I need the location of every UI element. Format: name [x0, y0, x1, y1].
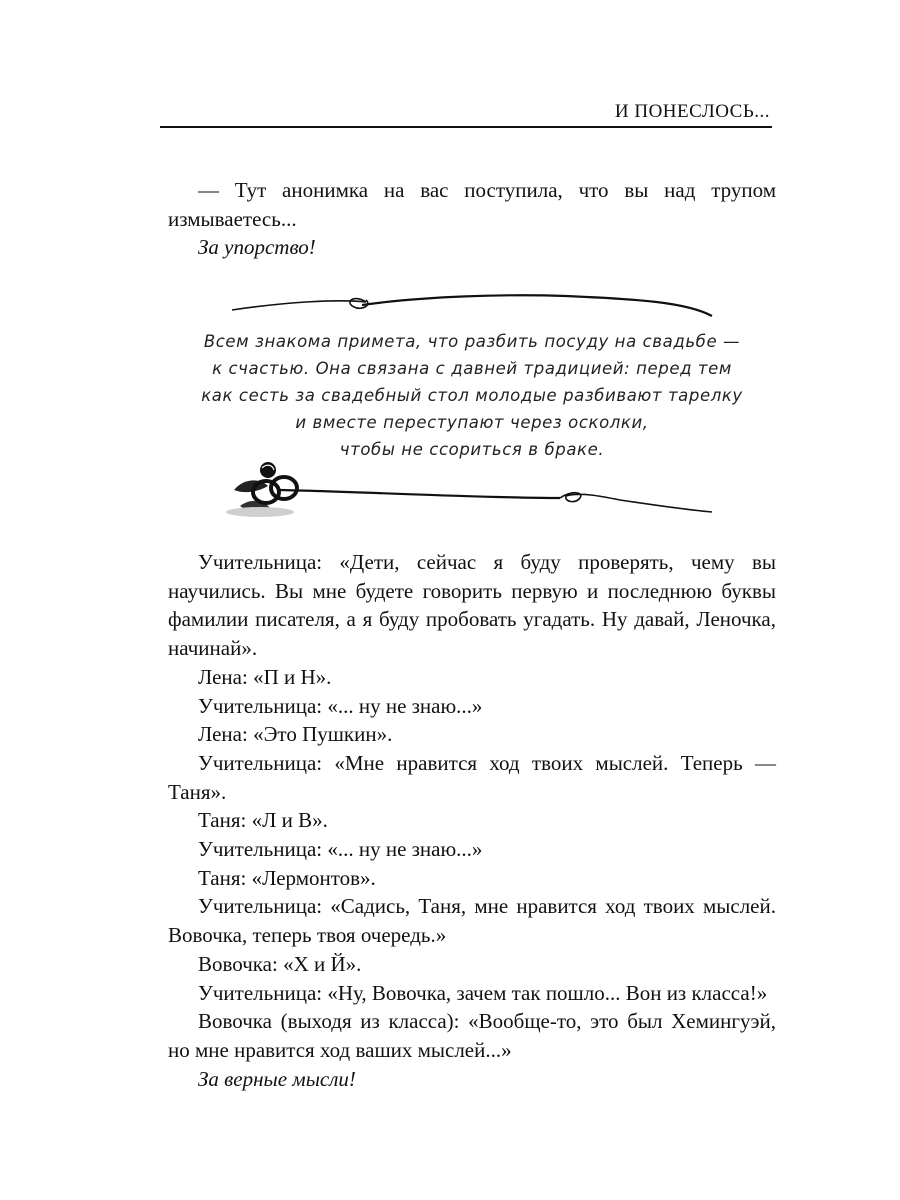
paragraph: Учительница: «Мне нравится ход твоих мыслей. Теперь — Таня».: [168, 750, 776, 804]
main-text-block: [168, 548, 776, 1093]
vignette-line: и вместе переступают через осколки,: [295, 413, 649, 432]
paragraph: Учительница: «... ну не знаю...»: [198, 693, 483, 718]
paragraph: Учительница: «Дети, сейчас я буду проверять, чему вы научились. Вы мне будете говорить первую и последнюю буквы фамилии писателя, а я буду пробовать угадать. Ну давай, Леночка, начинай».: [168, 550, 776, 661]
top-text-block: [168, 176, 776, 262]
vignette-line: к счастью. Она связана с давней традицией: перед тем: [212, 359, 732, 378]
paragraph: Таня: «Л и В».: [198, 808, 328, 833]
rings-and-rose-flourish-icon: [220, 456, 720, 526]
vignette-line: Всем знакома примета, что разбить посуду на свадьбе —: [203, 332, 741, 351]
vignette-text: [180, 328, 764, 463]
paragraph: Таня: «Лермонтов».: [198, 865, 376, 890]
vignette-line: как сесть за свадебный стол молодые разбивают тарелку: [201, 386, 743, 405]
paragraph: — Тут анонимка на вас поступила, что вы над трупом измываетесь...: [168, 178, 776, 231]
paragraph: Лена: «Это Пушкин».: [198, 722, 393, 747]
paragraph: Учительница: «Ну, Вовочка, зачем так пошло... Вон из класса!»: [198, 980, 768, 1005]
toast-line: За упорство!: [198, 235, 316, 260]
toast-line: За верные мысли!: [198, 1066, 356, 1091]
paragraph: Учительница: «... ну не знаю...»: [198, 837, 483, 862]
running-title: И ПОНЕСЛОСЬ...: [614, 101, 770, 122]
header-rule: [160, 126, 772, 128]
paragraph: Вовочка (выходя из класса): «Вообще-то, это был Хемингуэй, но мне нравится ход ваших мыслей...»: [168, 1009, 776, 1062]
vignette-line: чтобы не ссориться в браке.: [339, 440, 605, 459]
paragraph: Учительница: «Садись, Таня, мне нравится ход твоих мыслей. Вовочка, теперь твоя очередь.»: [168, 894, 776, 948]
paragraph: Лена: «П и Н».: [198, 664, 332, 689]
flourish-swash-icon: [226, 288, 718, 322]
paragraph: Вовочка: «Х и Й».: [198, 951, 362, 976]
